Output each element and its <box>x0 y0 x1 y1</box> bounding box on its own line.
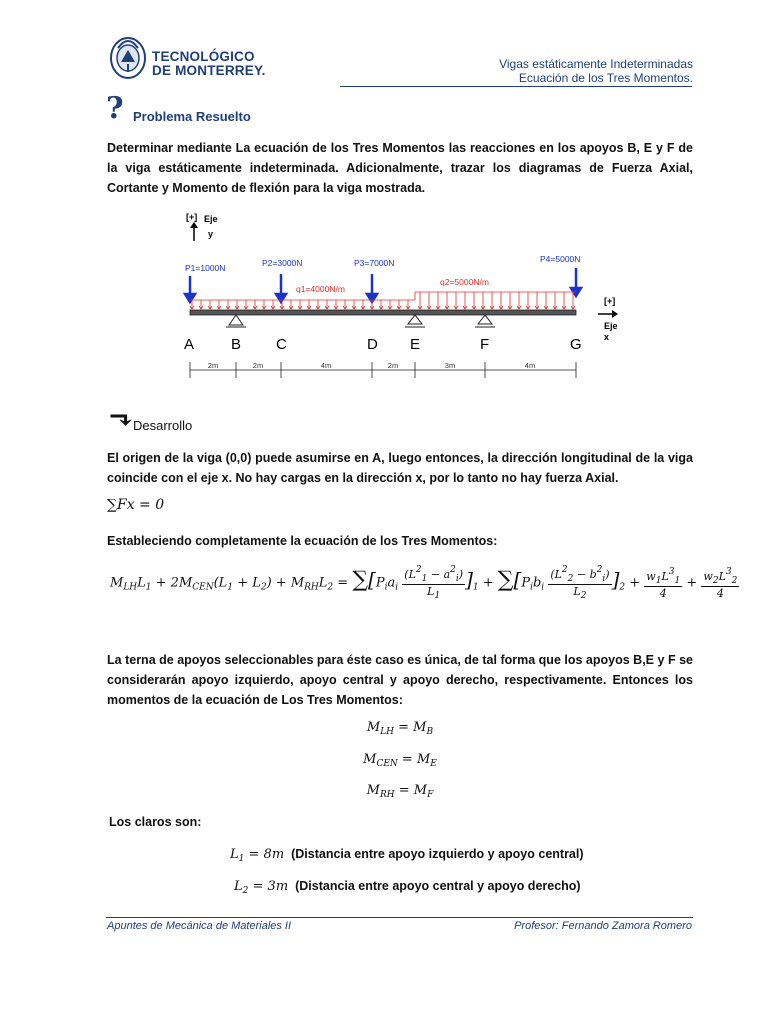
dist-load-q2-label: q2=5000N/m <box>440 277 489 287</box>
institution-line2: DE MONTERREY. <box>152 63 266 78</box>
point-g: G <box>570 336 582 353</box>
header-divider <box>340 86 692 87</box>
load-p3-label: P3=7000N <box>354 258 395 268</box>
point-f: F <box>480 336 490 353</box>
l1-line: $L_1 = 8m$ (Distancia entre apoyo izquierdo y apoyo central) <box>230 847 584 864</box>
footer-left: Apuntes de Mecánica de Materiales II <box>107 920 292 932</box>
axis-y-label2: y <box>208 229 214 239</box>
span-ef: 3m <box>444 361 456 370</box>
problem-statement: Determinar mediante La ecuación de los Tres Momentos las reacciones en los apoyos B, E y F de la viga estáticamente indeterminada. Adicionalmente, trazar los diagramas de Fuerza Axial, Cortante y Momento de flexión para la viga mostrada. <box>107 141 693 195</box>
point-c: C <box>276 336 287 353</box>
l1-description: (Distancia entre apoyo izquierdo y apoyo central) <box>291 847 584 861</box>
l2-description: (Distancia entre apoyo central y apoyo derecho) <box>295 879 581 893</box>
support-e <box>405 315 425 327</box>
span-ab: 2m <box>207 361 219 370</box>
axis-x-label1: Eje <box>604 321 618 331</box>
axis-y-sign: [+] <box>186 212 198 222</box>
axis-x-arrowhead <box>612 310 618 318</box>
load-p1-label: P1=1000N <box>185 263 226 273</box>
sum-fx-equation <box>107 497 164 513</box>
point-load-arrows <box>185 268 581 302</box>
claros-label: Los claros son: <box>109 815 202 829</box>
problem-heading: Problema Resuelto <box>133 109 251 124</box>
span-bc: 2m <box>252 361 264 370</box>
eq-mrh: $M_{RH} = M_F$ <box>366 783 434 800</box>
institution-name <box>152 50 266 78</box>
footer-right: Profesor: Fernando Zamora Romero <box>514 920 692 932</box>
l2-line: $L_2 = 3m$ (Distancia entre apoyo central y apoyo derecho) <box>234 879 581 896</box>
eq-mcen: $M_{CEN} = M_E$ <box>363 752 437 769</box>
span-de: 2m <box>387 361 399 370</box>
development-heading: Desarrollo <box>133 418 193 433</box>
support-f <box>475 315 495 327</box>
eq-mlh: $M_{LH} = M_B$ <box>366 720 434 737</box>
three-moments-equation: $M_{LH}L_1 + 2M_{CEN}(L_1 + L_2) + M_{RH}L_2 = \sum[P_ia_i$ $\frac{(L^2_1 - a^2_i)}{L_1}$ ]$_1 + \sum[P_ib_i$ $\frac{(L^2_2 - b^2_i)}{L_2}$ ]$_2$ + $\frac{w_1L^3_1}{4}$ + $\frac{w_2L^3_2}{4}$ <box>110 565 738 601</box>
sum-fx-text: ∑Fx = 0 <box>107 497 165 513</box>
point-d: D <box>367 336 378 353</box>
axis-x-sign: [+] <box>604 296 616 306</box>
point-b: B <box>231 336 242 353</box>
development-icon: ⬎ <box>109 403 133 436</box>
institution-line1: TECNOLÓGICO <box>152 49 255 64</box>
point-e: E <box>410 336 421 353</box>
header-topic-line1: Vigas estáticamente Indeterminadas <box>499 57 693 71</box>
seal-icon <box>106 28 150 88</box>
load-p4-label: P4=5000N <box>540 254 581 264</box>
header-topic <box>499 57 693 85</box>
axis-y-arrowhead <box>190 222 198 228</box>
span-fg: 4m <box>524 361 536 370</box>
point-a: A <box>184 336 195 353</box>
beam <box>190 310 576 315</box>
header-topic-line2: Ecuación de los Tres Momentos. <box>518 71 693 85</box>
dimension-line <box>190 362 576 378</box>
development-para3: La terna de apoyos seleccionables para éste caso es única, de tal forma que los apoyos B,E y F se considerarán apoyo izquierdo, apoyo central y apoyo derecho, respectivamente. Entonces los momentos de la ecuación de Los Tres Momentos: <box>107 653 693 707</box>
footer-divider <box>106 917 693 918</box>
support-b <box>226 315 246 327</box>
question-mark-icon: ? <box>106 91 124 126</box>
axis-y-label1: Eje <box>204 214 218 224</box>
development-para2: Estableciendo completamente la ecuación de los Tres Momentos: <box>107 534 498 548</box>
beam-diagram <box>180 210 620 390</box>
development-para1: El origen de la viga (0,0) puede asumirse en A, luego entonces, la dirección longitudinal de la viga coincide con el eje x. No hay cargas en la dirección x, por lo tanto no hay fuerza Axial. <box>107 451 693 485</box>
dist-load-q1-label: q1=4000N/m <box>296 284 345 294</box>
span-cd: 4m <box>320 361 332 370</box>
distributed-load-arrows <box>190 292 576 309</box>
load-p2-label: P2=3000N <box>262 258 303 268</box>
axis-x-label2: x <box>604 332 610 342</box>
